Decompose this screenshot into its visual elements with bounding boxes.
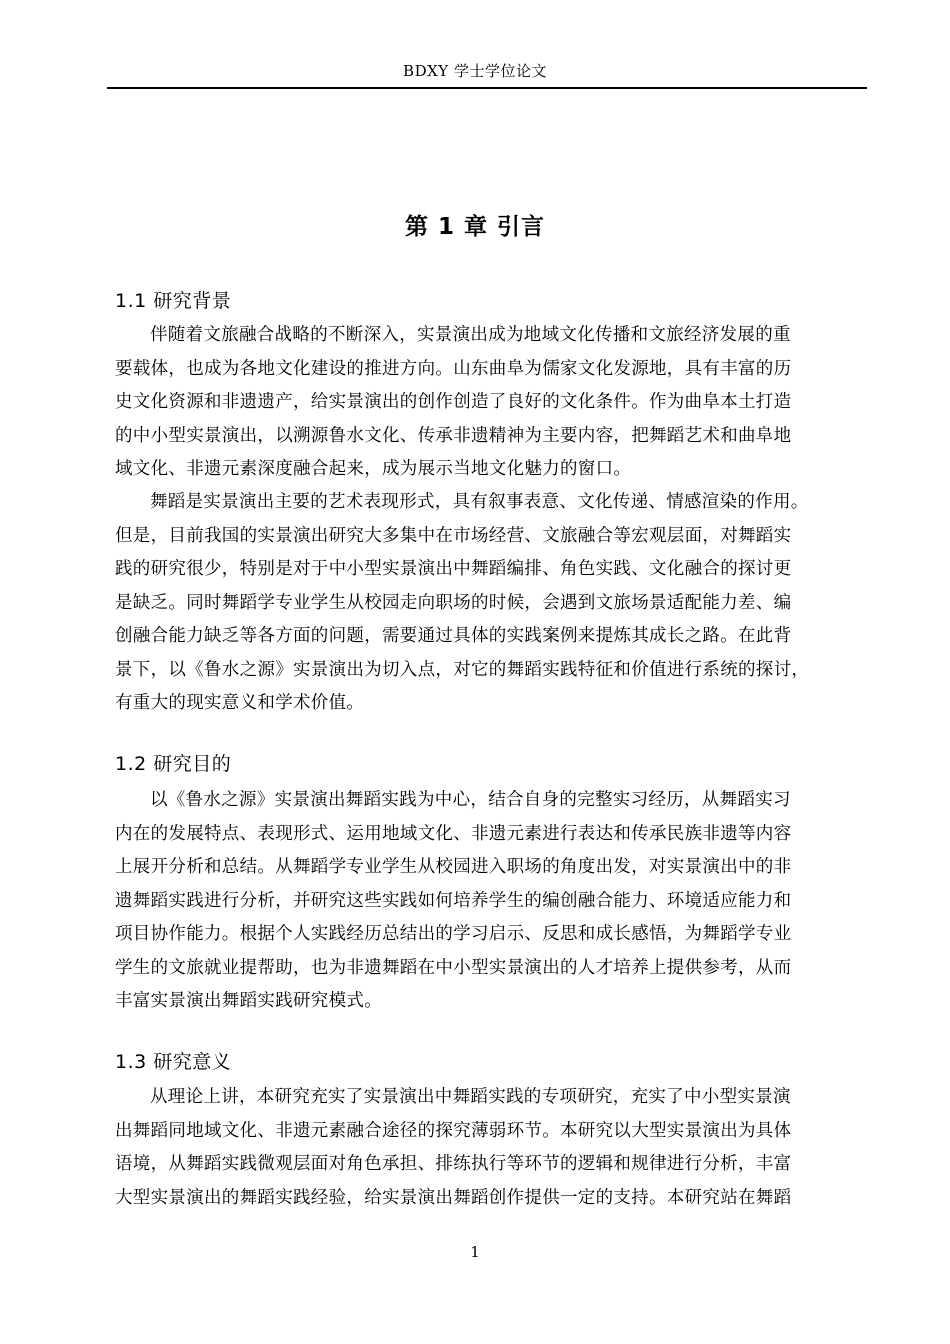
text-line: 是缺乏。同时舞蹈学专业学生从校园走向职场的时候，会遇到文旅场景适配能力差、编 bbox=[115, 592, 792, 613]
text-line: 域文化、非遗元素深度融合起来，成为展示当地文化魅力的窗口。 bbox=[115, 459, 632, 479]
section-heading-1-2: 1.2 研究目的 bbox=[115, 753, 232, 775]
paragraph-background-1 bbox=[115, 319, 875, 487]
text-line: 伴随着文旅融合战略的不断深入，实景演出成为地域文化传播和文旅经济发展的重 bbox=[150, 325, 791, 345]
text-line: 的中小型实景演出，以溯源鲁水文化、传承非遗精神为主要内容，把舞蹈艺术和曲阜地 bbox=[115, 425, 792, 446]
running-header: BDXY 学士学位论文 bbox=[403, 62, 547, 80]
text-line: 内在的发展特点、表现形式、运用地域文化、非遗元素进行表达和传承民族非遗等内容 bbox=[115, 823, 792, 844]
text-line: 要载体，也成为各地文化建设的推进方向。山东曲阜为儒家文化发源地，具有丰富的历 bbox=[115, 358, 792, 379]
text-line: 史文化资源和非遗遗产，给实景演出的创作创造了良好的文化条件。作为曲阜本土打造 bbox=[115, 392, 792, 412]
text-line: 上展开分析和总结。从舞蹈学专业学生从校园进入职场的角度出发，对实景演出中的非 bbox=[115, 857, 792, 877]
text-line: 践的研究很少，特别是对于中小型实景演出中舞蹈编排、角色实践、文化融合的探讨更 bbox=[115, 559, 792, 579]
text-line: 出舞蹈同地域文化、非遗元素融合途径的探究薄弱环节。本研究以大型实景演出为具体 bbox=[115, 1120, 792, 1141]
header-divider bbox=[107, 87, 867, 89]
text-line: 舞蹈是实景演出主要的艺术表现形式，具有叙事表意、文化传递、情感渲染的作用。 bbox=[150, 492, 809, 512]
paragraph-objective bbox=[115, 784, 875, 1019]
text-line: 学生的文旅就业提帮助，也为非遗舞蹈在中小型实景演出的人才培养上提供参考，从而 bbox=[115, 957, 792, 978]
text-line: 创融合能力缺乏等各方面的问题，需要通过具体的实践案例来提炼其成长之路。在此背 bbox=[115, 626, 792, 646]
text-line: 有重大的现实意义和学术价值。 bbox=[115, 693, 365, 713]
text-line: 遗舞蹈实践进行分析，并研究这些实践如何培养学生的编创融合能力、环境适应能力和 bbox=[115, 890, 792, 911]
text-line: 从理论上讲，本研究充实了实景演出中舞蹈实践的专项研究，充实了中小型实景演 bbox=[150, 1087, 791, 1107]
paragraph-significance bbox=[115, 1081, 875, 1215]
text-line: 项目协作能力。根据个人实践经历总结出的学习启示、反思和成长感悟，为舞蹈学专业 bbox=[115, 924, 792, 944]
text-line: 景下，以《鲁水之源》实景演出为切入点，对它的舞蹈实践特征和价值进行系统的探讨， bbox=[115, 659, 810, 680]
section-heading-1-1: 1.1 研究背景 bbox=[115, 290, 232, 312]
text-line: 但是，目前我国的实景演出研究大多集中在市场经营、文旅融合等宏观层面，对舞蹈实 bbox=[115, 525, 792, 546]
section-heading-1-3: 1.3 研究意义 bbox=[115, 1051, 232, 1073]
chapter-title: 第 1 章 引言 bbox=[404, 214, 546, 240]
text-line: 以《鲁水之源》实景演出舞蹈实践为中心，结合自身的完整实习经历，从舞蹈实习 bbox=[150, 790, 791, 810]
text-line: 大型实景演出的舞蹈实践经验，给实景演出舞蹈创作提供一定的支持。本研究站在舞蹈 bbox=[115, 1187, 792, 1208]
text-line: 语境，从舞蹈实践微观层面对角色承担、排练执行等环节的逻辑和规律进行分析，丰富 bbox=[115, 1154, 792, 1174]
page-number: 1 bbox=[470, 1243, 480, 1261]
paragraph-background-2 bbox=[115, 486, 875, 721]
text-line: 丰富实景演出舞蹈实践研究模式。 bbox=[115, 991, 382, 1011]
